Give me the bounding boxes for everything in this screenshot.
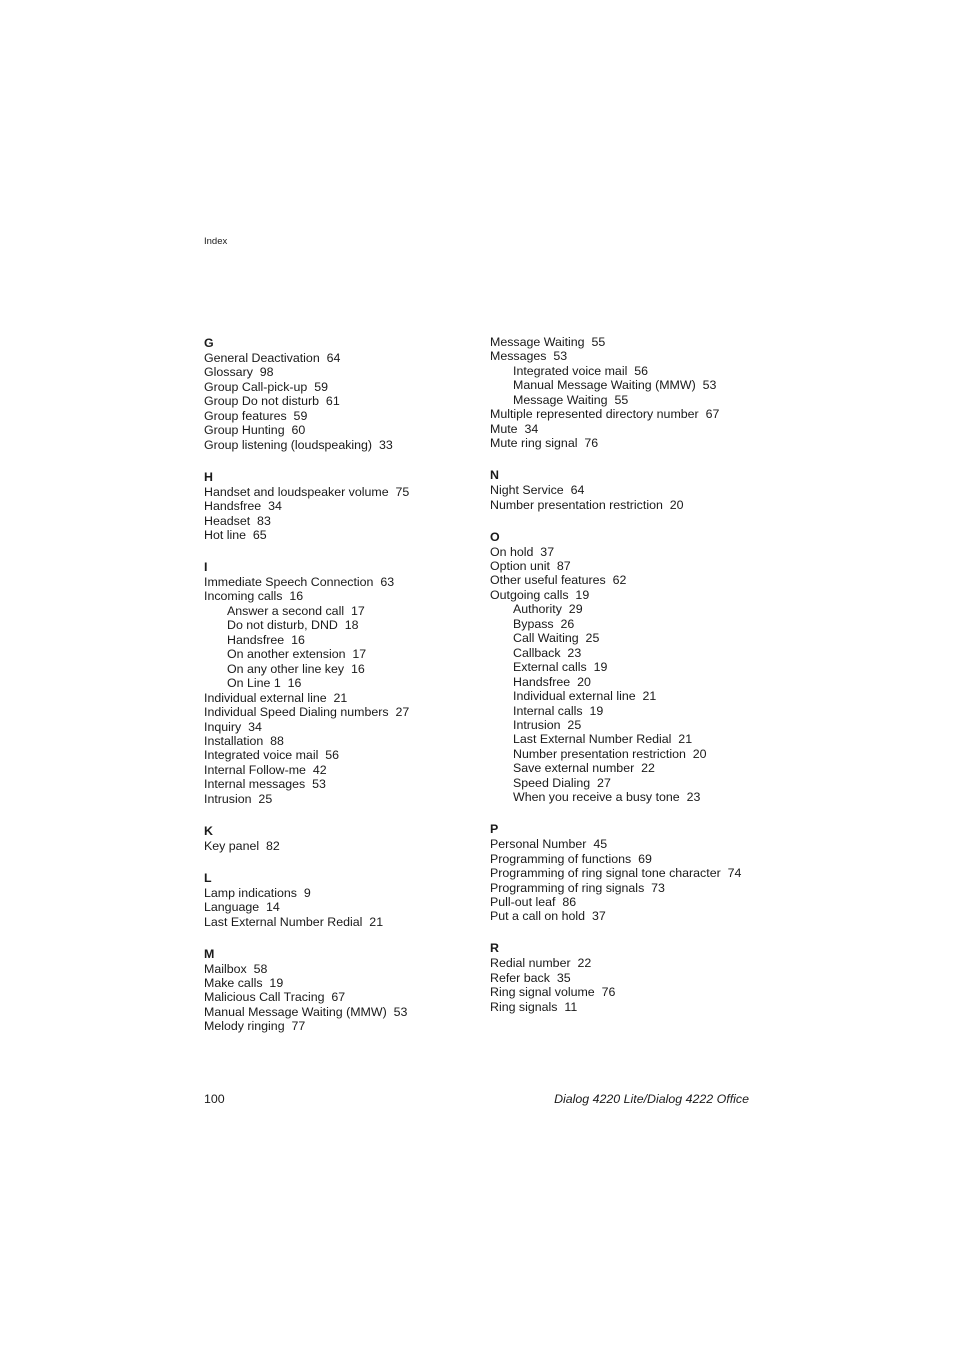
entry-text: Group Hunting bbox=[204, 423, 285, 438]
entry-page: 59 bbox=[293, 408, 308, 423]
entry-page: 87 bbox=[556, 558, 571, 573]
section-letter: O bbox=[490, 529, 500, 544]
index-entry bbox=[490, 971, 790, 985]
entry-text: Internal calls bbox=[513, 703, 583, 718]
index-subentry bbox=[490, 646, 790, 660]
index-subentry bbox=[490, 364, 790, 378]
index-subentry bbox=[204, 618, 474, 632]
entry-text: Option unit bbox=[490, 558, 550, 573]
entry-text: Mute ring signal bbox=[490, 436, 578, 451]
index-subentry bbox=[490, 704, 790, 718]
entry-page: 77 bbox=[291, 1019, 306, 1034]
entry-text: Programming of ring signal tone character bbox=[490, 866, 721, 881]
index-entry bbox=[204, 485, 474, 499]
entry-text: Ring signals bbox=[490, 999, 558, 1014]
entry-text: Pull-out leaf bbox=[490, 895, 556, 909]
entry-page: 64 bbox=[570, 483, 585, 498]
entry-text: Immediate Speech Connection bbox=[204, 574, 374, 589]
section-letter: K bbox=[204, 823, 213, 838]
entry-text: Group features bbox=[204, 408, 287, 423]
entry-page: 37 bbox=[540, 544, 555, 559]
index-entry bbox=[204, 792, 474, 806]
section-letter: I bbox=[204, 559, 208, 574]
index-entry bbox=[490, 985, 790, 999]
index-section bbox=[204, 559, 474, 806]
entry-page: 53 bbox=[393, 1004, 408, 1019]
index-entry bbox=[204, 763, 474, 777]
index-subentry bbox=[490, 393, 790, 407]
entry-page: 27 bbox=[395, 705, 410, 720]
index-entry bbox=[204, 720, 474, 734]
entry-text: Put a call on hold bbox=[490, 909, 586, 924]
index-entry bbox=[490, 588, 790, 602]
entry-text: Group Call-pick-up bbox=[204, 379, 308, 394]
entry-text: Last External Number Redial bbox=[204, 914, 363, 929]
index-subentry bbox=[490, 718, 790, 732]
index-section bbox=[204, 870, 474, 929]
index-subentry bbox=[204, 647, 474, 661]
entry-text: Handsfree bbox=[204, 499, 262, 514]
entry-text: Number presentation restriction bbox=[490, 497, 663, 512]
entry-text: Messages bbox=[490, 349, 547, 364]
entry-page: 19 bbox=[589, 703, 604, 718]
entry-page: 34 bbox=[248, 719, 262, 734]
entry-text: Individual external line bbox=[204, 690, 327, 705]
index-subentry bbox=[490, 617, 790, 631]
entry-text: Lamp indications bbox=[204, 885, 297, 900]
entry-page: 25 bbox=[567, 717, 582, 732]
section-letter: L bbox=[204, 870, 212, 885]
entry-text: Make calls bbox=[204, 976, 263, 990]
entry-page: 21 bbox=[642, 689, 657, 704]
index-subentry bbox=[490, 689, 790, 703]
index-section bbox=[490, 529, 790, 805]
entry-page: 22 bbox=[641, 761, 655, 776]
index-entry bbox=[490, 483, 790, 497]
entry-page: 16 bbox=[291, 632, 305, 647]
index-entry bbox=[490, 407, 790, 421]
index-entry bbox=[204, 691, 474, 705]
entry-page: 20 bbox=[577, 674, 591, 689]
entry-text: Last External Number Redial bbox=[513, 732, 672, 747]
index-section bbox=[204, 335, 474, 452]
index-subentry bbox=[490, 675, 790, 689]
index-entry bbox=[204, 499, 474, 513]
entry-page: 21 bbox=[678, 732, 693, 747]
index-entry bbox=[204, 900, 474, 914]
entry-page: 19 bbox=[575, 587, 590, 602]
entry-text: Malicious Call Tracing bbox=[204, 990, 325, 1005]
entry-page: 21 bbox=[333, 690, 348, 705]
index-entry bbox=[490, 498, 790, 512]
index-subentry bbox=[490, 631, 790, 645]
entry-page: 64 bbox=[326, 351, 341, 365]
entry-page: 34 bbox=[524, 421, 539, 436]
entry-text: Refer back bbox=[490, 970, 550, 985]
entry-text: Personal Number bbox=[490, 837, 587, 852]
entry-text: Glossary bbox=[204, 365, 253, 380]
entry-page: 26 bbox=[560, 616, 575, 631]
index-entry bbox=[204, 915, 474, 929]
entry-page: 98 bbox=[259, 365, 274, 380]
index-entry bbox=[204, 705, 474, 719]
entry-text: Intrusion bbox=[513, 717, 561, 732]
entry-text: Inquiry bbox=[204, 719, 242, 734]
entry-text: Installation bbox=[204, 733, 264, 748]
index-column-right bbox=[490, 335, 790, 1014]
running-head: Index bbox=[204, 236, 228, 247]
index-entry bbox=[490, 1000, 790, 1014]
index-entry bbox=[490, 956, 790, 970]
entry-page: 29 bbox=[568, 602, 583, 617]
entry-text: When you receive a busy tone bbox=[513, 790, 680, 805]
entry-page: 53 bbox=[312, 777, 326, 792]
index-entry bbox=[490, 559, 790, 573]
entry-text: Handsfree bbox=[513, 674, 571, 689]
entry-text: Callback bbox=[513, 645, 561, 660]
entry-text: Mute bbox=[490, 421, 518, 436]
entry-text: Manual Message Waiting (MMW) bbox=[513, 378, 696, 393]
index-entry bbox=[204, 528, 474, 542]
entry-page: 45 bbox=[593, 837, 608, 852]
index-entry bbox=[204, 839, 474, 853]
index-section bbox=[204, 469, 474, 543]
entry-page: 11 bbox=[564, 999, 578, 1014]
entry-text: External calls bbox=[513, 660, 587, 675]
entry-page: 76 bbox=[584, 436, 599, 451]
entry-text: Internal messages bbox=[204, 777, 306, 792]
entry-page: 61 bbox=[325, 394, 340, 409]
index-entry bbox=[490, 335, 790, 349]
entry-text: Programming of functions bbox=[490, 851, 632, 866]
section-letter: R bbox=[490, 941, 499, 956]
entry-text: Programming of ring signals bbox=[490, 880, 645, 895]
entry-text: Melody ringing bbox=[204, 1019, 285, 1034]
entry-page: 56 bbox=[634, 363, 649, 378]
entry-page: 37 bbox=[591, 909, 606, 924]
entry-text: On hold bbox=[490, 544, 534, 559]
entry-text: Intrusion bbox=[204, 791, 252, 806]
entry-page: 17 bbox=[350, 603, 365, 618]
index-section bbox=[490, 467, 790, 512]
entry-page: 22 bbox=[577, 956, 592, 971]
entry-text: Handset and loudspeaker volume bbox=[204, 484, 389, 499]
index-entry bbox=[204, 1019, 474, 1033]
entry-text: Bypass bbox=[513, 616, 554, 631]
index-entry bbox=[204, 409, 474, 423]
index-subentry bbox=[204, 604, 474, 618]
index-entry bbox=[490, 573, 790, 587]
entry-text: Internal Follow-me bbox=[204, 762, 306, 777]
entry-text: On Line 1 bbox=[227, 676, 281, 691]
index-entry bbox=[204, 514, 474, 528]
entry-page: 14 bbox=[266, 900, 280, 915]
entry-page: 76 bbox=[601, 985, 616, 1000]
index-entry bbox=[490, 881, 790, 895]
index-subentry bbox=[204, 662, 474, 676]
entry-text: Speed Dialing bbox=[513, 775, 591, 790]
entry-page: 19 bbox=[593, 660, 608, 675]
index-entry bbox=[204, 575, 474, 589]
entry-page: 16 bbox=[289, 589, 304, 604]
entry-page: 20 bbox=[692, 746, 707, 761]
entry-text: Other useful features bbox=[490, 573, 606, 588]
index-section bbox=[204, 946, 474, 1034]
entry-text: Redial number bbox=[490, 956, 571, 971]
entry-page: 18 bbox=[344, 618, 359, 633]
entry-page: 82 bbox=[266, 838, 280, 853]
index-section bbox=[490, 335, 790, 451]
index-entry bbox=[204, 589, 474, 603]
index-entry bbox=[490, 909, 790, 923]
entry-text: Manual Message Waiting (MMW) bbox=[204, 1004, 387, 1019]
index-subentry bbox=[490, 602, 790, 616]
section-letter: H bbox=[204, 469, 213, 484]
entry-text: Multiple represented directory number bbox=[490, 407, 699, 422]
index-entry bbox=[490, 866, 790, 880]
index-entry bbox=[204, 423, 474, 437]
index-entry bbox=[490, 349, 790, 363]
index-subentry bbox=[490, 761, 790, 775]
entry-text: On another extension bbox=[227, 647, 346, 662]
entry-page: 67 bbox=[331, 990, 346, 1005]
entry-page: 20 bbox=[669, 497, 684, 512]
index-entry bbox=[204, 380, 474, 394]
entry-text: Answer a second call bbox=[227, 603, 345, 618]
entry-text: General Deactivation bbox=[204, 351, 320, 365]
index-subentry bbox=[490, 776, 790, 790]
index-entry bbox=[204, 748, 474, 762]
entry-text: Individual external line bbox=[513, 689, 636, 704]
index-subentry bbox=[204, 633, 474, 647]
entry-text: Group Do not disturb bbox=[204, 394, 320, 409]
entry-page: 21 bbox=[369, 914, 384, 929]
section-letter: M bbox=[204, 946, 215, 961]
entry-page: 58 bbox=[253, 961, 268, 976]
index-column-left bbox=[204, 335, 474, 1034]
entry-page: 23 bbox=[686, 790, 701, 805]
index-entry bbox=[490, 895, 790, 909]
index-entry bbox=[204, 886, 474, 900]
entry-text: Message Waiting bbox=[513, 392, 608, 407]
index-entry bbox=[204, 976, 474, 990]
entry-page: 53 bbox=[702, 378, 717, 393]
entry-page: 17 bbox=[352, 647, 367, 662]
entry-text: Hot line bbox=[204, 528, 247, 543]
index-entry bbox=[204, 351, 474, 365]
page-number: 100 bbox=[204, 1092, 225, 1106]
entry-text: Mailbox bbox=[204, 961, 247, 976]
entry-page: 33 bbox=[378, 437, 393, 452]
entry-page: 60 bbox=[291, 423, 306, 438]
entry-text: Outgoing calls bbox=[490, 587, 569, 602]
entry-page: 67 bbox=[705, 407, 720, 422]
entry-page: 19 bbox=[269, 976, 284, 990]
entry-page: 53 bbox=[553, 349, 568, 364]
entry-text: Integrated voice mail bbox=[513, 363, 628, 378]
index-entry bbox=[204, 777, 474, 791]
index-entry bbox=[490, 422, 790, 436]
entry-text: Language bbox=[204, 900, 260, 915]
index-subentry bbox=[490, 378, 790, 392]
entry-page: 25 bbox=[258, 791, 273, 806]
entry-text: Headset bbox=[204, 513, 251, 528]
entry-page: 74 bbox=[727, 866, 742, 881]
index-entry bbox=[204, 365, 474, 379]
entry-text: Night Service bbox=[490, 483, 564, 498]
index-section bbox=[490, 940, 790, 1014]
entry-page: 88 bbox=[270, 733, 284, 748]
entry-page: 27 bbox=[597, 775, 611, 790]
index-entry bbox=[204, 734, 474, 748]
entry-text: Integrated voice mail bbox=[204, 748, 319, 763]
section-letter: G bbox=[204, 336, 214, 350]
index-subentry bbox=[490, 790, 790, 804]
index-subentry bbox=[490, 747, 790, 761]
entry-page: 34 bbox=[268, 499, 282, 514]
entry-page: 75 bbox=[395, 484, 410, 499]
entry-text: Handsfree bbox=[227, 632, 285, 647]
entry-page: 86 bbox=[562, 895, 577, 909]
index-subentry bbox=[204, 676, 474, 690]
index-section bbox=[490, 821, 790, 924]
entry-text: Number presentation restriction bbox=[513, 746, 686, 761]
index-entry bbox=[204, 1005, 474, 1019]
index-entry bbox=[204, 962, 474, 976]
entry-page: 73 bbox=[651, 880, 665, 895]
index-entry bbox=[490, 436, 790, 450]
entry-page: 55 bbox=[591, 335, 606, 349]
entry-text: Message Waiting bbox=[490, 335, 585, 349]
index-entry bbox=[490, 852, 790, 866]
entry-page: 16 bbox=[287, 676, 302, 691]
entry-page: 63 bbox=[380, 574, 395, 589]
entry-text: On any other line key bbox=[227, 661, 345, 676]
entry-page: 65 bbox=[252, 528, 267, 543]
index-entry bbox=[204, 438, 474, 452]
entry-page: 23 bbox=[567, 645, 582, 660]
index-subentry bbox=[490, 732, 790, 746]
section-letter: N bbox=[490, 468, 499, 483]
entry-text: Do not disturb, DND bbox=[227, 618, 338, 633]
entry-page: 56 bbox=[325, 748, 340, 763]
index-section bbox=[204, 823, 474, 853]
section-letter: P bbox=[490, 822, 499, 837]
entry-page: 42 bbox=[312, 762, 327, 777]
entry-text: Individual Speed Dialing numbers bbox=[204, 705, 389, 720]
entry-text: Incoming calls bbox=[204, 589, 283, 604]
entry-text: Call Waiting bbox=[513, 631, 579, 646]
entry-text: Authority bbox=[513, 602, 562, 617]
entry-page: 62 bbox=[612, 573, 627, 588]
entry-page: 9 bbox=[303, 885, 311, 900]
entry-page: 59 bbox=[314, 379, 328, 394]
index-entry bbox=[204, 990, 474, 1004]
entry-page: 55 bbox=[614, 392, 629, 407]
entry-page: 69 bbox=[638, 851, 652, 866]
entry-text: Key panel bbox=[204, 838, 260, 853]
entry-page: 83 bbox=[257, 513, 271, 528]
entry-text: Group listening (loudspeaking) bbox=[204, 437, 373, 452]
index-subentry bbox=[490, 660, 790, 674]
index-entry bbox=[490, 837, 790, 851]
index-entry bbox=[204, 394, 474, 408]
entry-page: 35 bbox=[556, 970, 571, 985]
entry-page: 25 bbox=[585, 631, 600, 646]
entry-text: Save external number bbox=[513, 761, 635, 776]
document-title: Dialog 4220 Lite/Dialog 4222 Office bbox=[554, 1092, 749, 1106]
entry-page: 16 bbox=[350, 661, 365, 676]
index-entry bbox=[490, 545, 790, 559]
entry-text: Ring signal volume bbox=[490, 985, 595, 1000]
